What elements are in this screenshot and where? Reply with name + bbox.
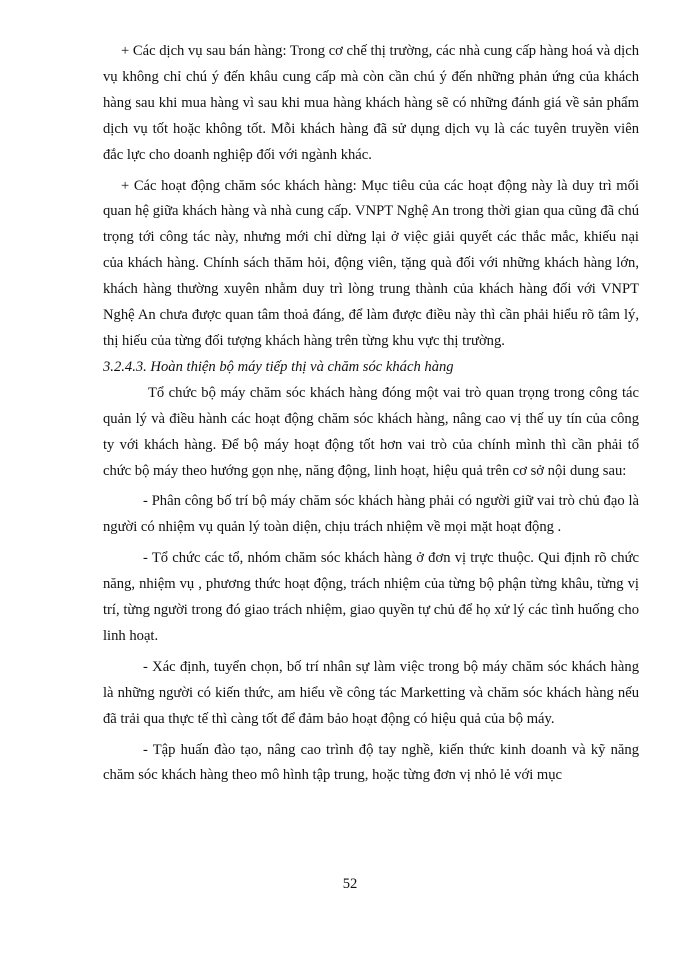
list-item-assignment: - Phân công bố trí bộ máy chăm sóc khách hàng phải có người giữ vai trò chủ đạo là người có nhiệm vụ quản lý toàn diện, chịu trách nhiệm về mọi mặt hoạt động .	[103, 493, 639, 536]
list-item-training: - Tập huấn đào tạo, nâng cao trình độ tay nghề, kiến thức kinh doanh và kỹ năng chăm sóc khách hàng theo mô hình tập trung, hoặc từng đơn vị nhỏ lẻ với mục	[103, 741, 639, 784]
paragraph-customer-care-activities: + Các hoạt động chăm sóc khách hàng: Mục tiêu của các hoạt động này là duy trì mối quan hệ giữa khách hàng và nhà cung cấp. VNPT Nghệ An trong thời gian qua cũng đã chú trọng tới công tác này, nhưng mới chỉ dừng lại ở việc giải quyết các thắc mắc, khiếu nại của khách hàng. Chính sách thăm hỏi, động viên, tặng quà đối với những khách hàng lớn, khách hàng thường xuyên nhằm duy trì lòng trung thành của khách hàng đối với VNPT Nghệ An chưa được quan tâm thoả đáng, để làm được điều này thì cần phải hiểu rõ tâm lý, thị hiếu của từng đối tượng khách hàng trên từng khu vực thị trường.	[103, 177, 639, 349]
list-item-teams: - Tổ chức các tổ, nhóm chăm sóc khách hàng ở đơn vị trực thuộc. Qui định rõ chức năng, nhiệm vụ , phương thức hoạt động, trách nhiệm của từng bộ phận từng khâu, từng vị trí, từng người trong đó giao trách nhiệm, giao quyền tự chủ để họ xử lý các tình huống cho linh hoạt.	[103, 550, 639, 644]
list-item-staffing: - Xác định, tuyển chọn, bố trí nhân sự làm việc trong bộ máy chăm sóc khách hàng là những người có kiến thức, am hiểu về công tác Marketting và chăm sóc khách hàng nếu đã trải qua thực tế thì càng tốt để đảm bảo hoạt động có hiệu quả của bộ máy.	[103, 658, 639, 727]
page-number: 52	[342, 876, 358, 892]
paragraph-organization-intro: Tổ chức bộ máy chăm sóc khách hàng đóng một vai trò quan trọng trong công tác quản lý và điều hành các hoạt động chăm sóc khách hàng, nâng cao vị thế uy tín của công ty với khách hàng. Để bộ máy hoạt động tốt hơn vai trò của chính mình thì cần phải tổ chức bộ máy theo hướng gọn nhẹ, năng động, linh hoạt, hiệu quả trên cơ sở nội dung sau:	[103, 384, 639, 479]
paragraph-after-sales-services: + Các dịch vụ sau bán hàng: Trong cơ chế thị trường, các nhà cung cấp hàng hoá và dịch vụ không chỉ chú ý đến khâu cung cấp mà còn cần chú ý đến những phản ứng của khách hàng sau khi mua hàng vì sau khi mua hàng khách hàng sẽ có những đánh giá về sản phẩm dịch vụ tốt hoặc không tốt. Mỗi khách hàng đã sử dụng dịch vụ là các tuyên truyền viên đắc lực cho doanh nghiệp đối với ngành khác.	[103, 43, 639, 163]
page-body	[103, 39, 639, 789]
section-heading: 3.2.4.3. Hoàn thiện bộ máy tiếp thị và chăm sóc khách hàng	[103, 358, 454, 375]
